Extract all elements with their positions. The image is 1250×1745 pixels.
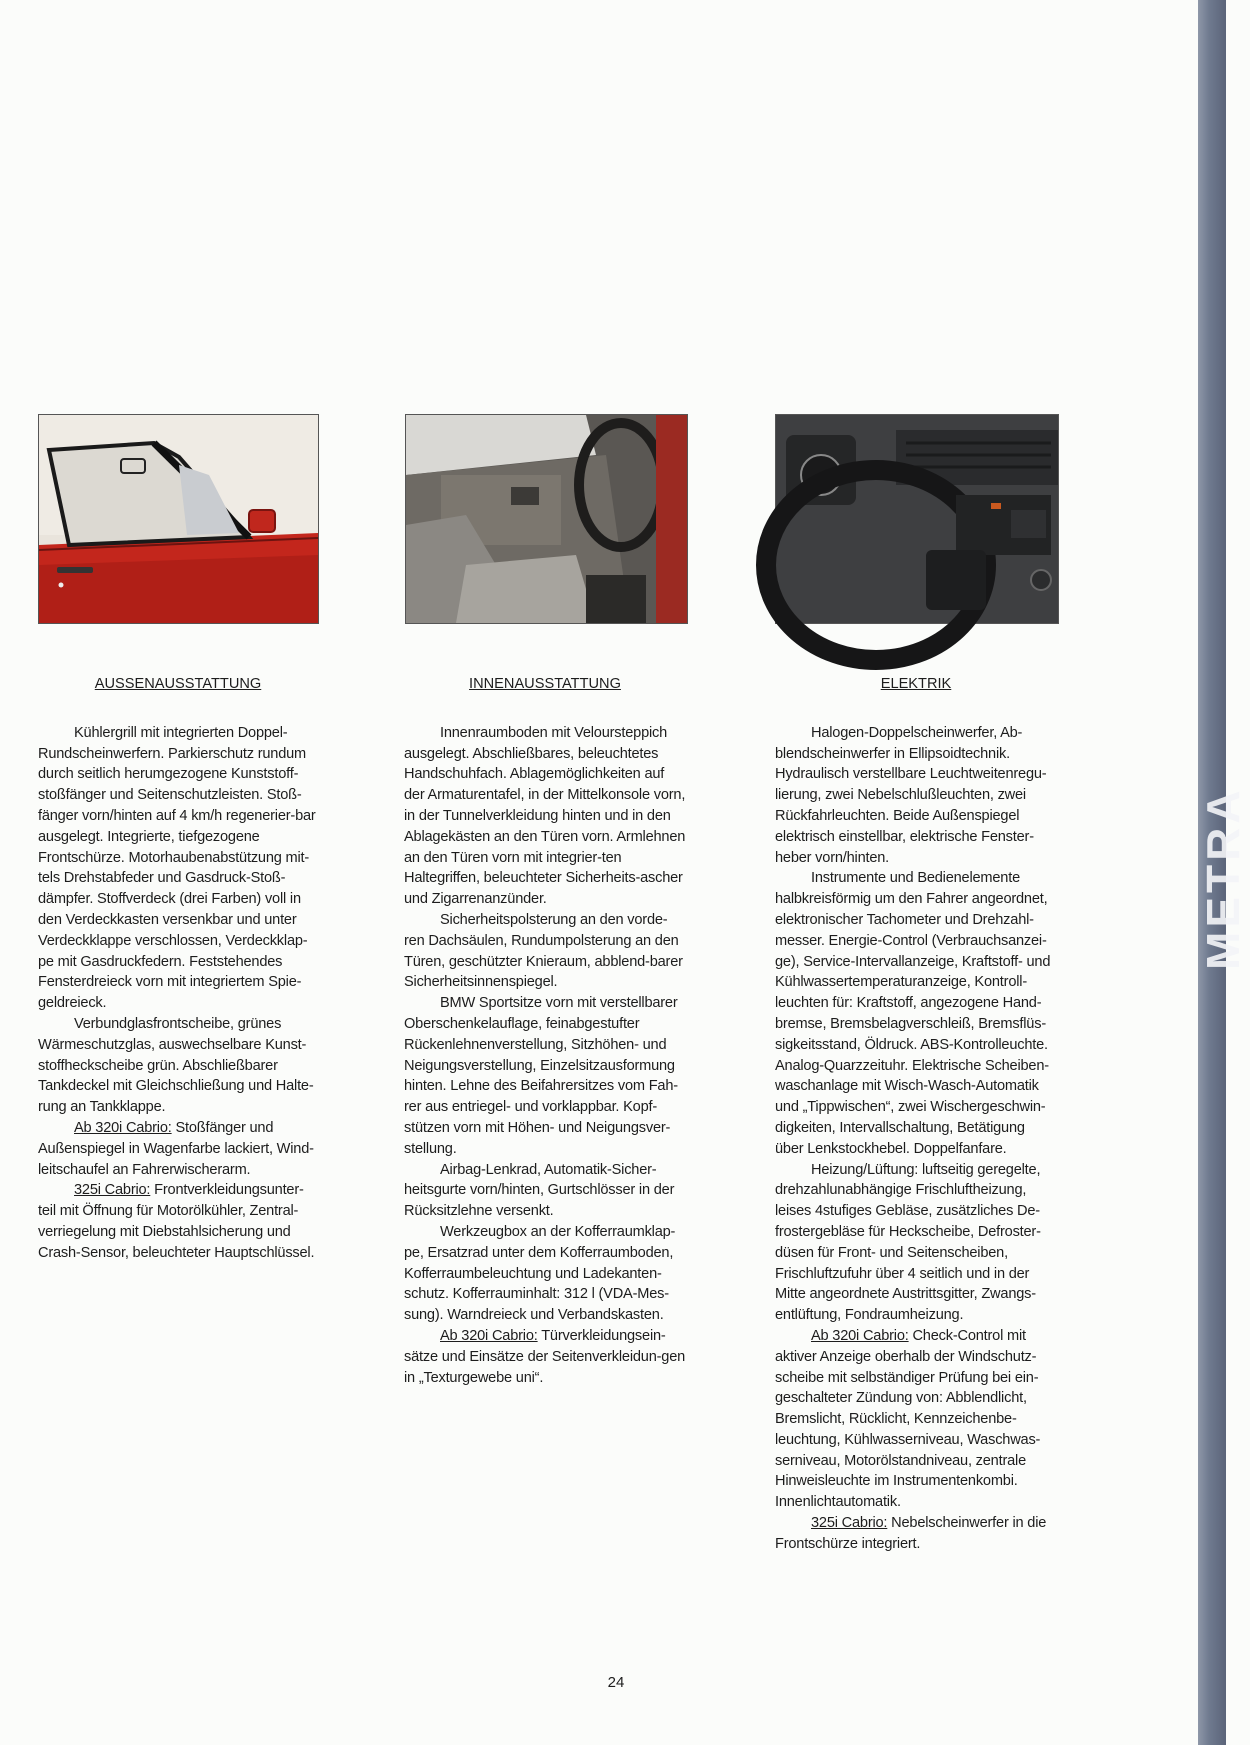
exterior-paragraph: [38, 1118, 318, 1180]
model-label: Ab 320i Cabrio:: [440, 1327, 538, 1344]
interior-column: [404, 674, 686, 1388]
electric-column: [775, 674, 1057, 1555]
interior-heading: INNENAUSSTATTUNG: [469, 676, 621, 692]
model-label: 325i Cabrio:: [811, 1515, 888, 1532]
interior-photo: [405, 414, 688, 624]
interior-paragraph: [404, 1326, 686, 1388]
exterior-column: [38, 674, 318, 1264]
interior-paragraph: Airbag-Lenkrad, Automatik-Sicher-heitsgurte vorn/hinten, Gurtschlösser in der Rücksitzlehne versenkt.: [404, 1161, 675, 1220]
interior-paragraph: BMW Sportsitze vorn mit verstellbarer Oberschenkelauflage, feinabgestufter Rückenlehnenverstellung, Sitzhöhen- und Neigungsverstellung, Einzelsitzausformung hinten. Lehne des Beifahrersitzes vom Fah-rer aus entriegel- und vorklappbar. Kopf-stützen vorn mit Höhen- und Neigungsver-stellung.: [404, 995, 678, 1157]
electric-paragraph: Halogen-Doppelscheinwerfer, Ab-blendscheinwerfer in Ellipsoidtechnik. Hydraulisch verstellbare Leuchtweitenregu-lierung, zwei Nebelschlußleuchten, zwei Rückfahrleuchten. Beide Außenspiegel elektrisch einstellbar, elektrische Fenster-heber vorn/hinten.: [775, 724, 1047, 866]
exterior-paragraph: [38, 1180, 318, 1263]
electric-heading: ELEKTRIK: [880, 676, 952, 692]
model-label: Ab 320i Cabrio:: [811, 1327, 909, 1344]
exterior-photo: [38, 414, 319, 624]
convertible-windshield-icon: [39, 415, 318, 623]
exterior-paragraph-text: Frontverkleidungsunter-teil mit Öffnung für Motorölkühler, Zentral-verriegelung mit Diebstahlsicherung und Crash-Sensor, beleuchteter Hauptschlüssel.: [38, 1182, 315, 1261]
side-tab-label: METRA: [1197, 786, 1249, 970]
exterior-paragraph: Verbundglasfrontscheibe, grünes Wärmeschutzglas, auswechselbare Kunst-stoffheckscheibe grün. Abschließbarer Tankdeckel mit Gleichschließung und Halte-rung an Tankklappe.: [38, 1015, 314, 1116]
car-interior-seats-icon: [406, 415, 687, 623]
interior-paragraph: Sicherheitspolsterung an den vorde-ren Dachsäulen, Rundumpolsterung an den Türen, geschützter Knieraum, abblend-barer Sicherheitsinnenspiegel.: [404, 911, 683, 991]
electric-paragraph: Heizung/Lüftung: luftseitig geregelte, drehzahlunabhängige Frischluftheizung, leises 4stufiges Gebläse, zusätzliches De-frostergebläse für Heckscheibe, Defroster-düsen für Front- und Seitenscheiben, Frischluftzufuhr über 4 seitlich und in der Mitte angeordnete Austrittsgitter, Zwangs-entlüftung, Fondraumheizung.: [775, 1161, 1041, 1324]
exterior-paragraph: Kühlergrill mit integrierten Doppel-Rundscheinwerfern. Parkierschutz rundum durch seitlich herumgezogene Kunststoff-stoßfänger und Seitenschutzleisten. Stoß-fänger vorn/hinten auf 4 km/h regenerier-bar ausgelegt. Integrierte, tiefgezogene Frontschürze. Motorhaubenabstützung mit-tels Drehstabfeder und Gasdruck-Stoß-dämpfer. Stoffverdeck (drei Farben) voll in den Verdeckkasten versenkbar und unter Verdeckklappe verschlossen, Verdeckklap-pe mit Gasdruckfedern. Feststehendes Fensterdreieck vorn mit integriertem Spie-geldreieck.: [38, 724, 316, 1012]
model-label: 325i Cabrio:: [74, 1182, 151, 1199]
dashboard-steering-wheel-icon: [776, 415, 1058, 623]
electric-paragraph-text: Check-Control mit aktiver Anzeige oberhalb der Windschutz-scheibe mit selbständiger Prüfung bei ein-geschalteter Zündung von: Abblendlicht, Bremslicht, Rücklicht, Kennzeichenbe-leuchtung, Kühlwasserniveau, Waschwas-serniveau, Motorölstandniveau, zentrale Hinweisleuchte im Instrumentenkombi. Innenlichtautomatik.: [775, 1327, 1041, 1511]
electric-paragraph: [775, 1326, 1057, 1513]
interior-paragraph: Werkzeugbox an der Kofferraumklap-pe, Ersatzrad unter dem Kofferraumboden, Kofferraumbeleuchtung und Ladekanten-schutz. Kofferrauminhalt: 312 l (VDA-Mes-sung). Warndreieck und Verbandskasten.: [404, 1223, 676, 1324]
exterior-paragraph-text: Stoßfänger und Außenspiegel in Wagenfarbe lackiert, Wind-leitschaufel an Fahrerwischerarm.: [38, 1119, 314, 1178]
model-label: Ab 320i Cabrio:: [74, 1119, 172, 1136]
electric-paragraph: [775, 1513, 1057, 1555]
side-tab: [1197, 0, 1249, 1745]
electric-photo: [775, 414, 1059, 624]
interior-paragraph-text: Türverkleidungsein-sätze und Einsätze der Seitenverkleidun-gen in „Texturgewebe uni“.: [404, 1327, 686, 1386]
electric-paragraph-text: Nebelscheinwerfer in die Frontschürze integriert.: [775, 1515, 1047, 1552]
interior-paragraph: Innenraumboden mit Veloursteppich ausgelegt. Abschließbares, beleuchtetes Handschuhfach. Ablagemöglichkeiten auf der Armaturentafel, in der Mittelkonsole vorn, in der Tunnelverkleidung hinten und in den Ablagekästen an den Türen vorn. Armlehnen an den Türen vorn mit integrier-ten Haltegriffen, beleuchteter Sicherheits-ascher und Zigarrenanzünder.: [404, 724, 686, 908]
electric-paragraph: Instrumente und Bedienelemente halbkreisförmig um den Fahrer angeordnet, elektronischer Tachometer und Drehzahl-messer. Energie-Control (Verbrauchsanzei-ge), Service-Intervallanzeige, Kraftstoff- und Kühlwassertemperaturanzeige, Kontroll-leuchten für: Kraftstoff, angezogene Hand-bremse, Bremsbelagverschleiß, Bremsflüs-sigkeitsstand, Öldruck. ABS-Kontrolleuchte. Analog-Quarzzeituhr. Elektrische Scheiben-waschanlage mit Wisch-Wasch-Automatik und „Tippwischen“, zwei Wischergeschwin-digkeiten, Intervallschaltung, Betätigung über Lenkstockhebel. Doppelfanfare.: [775, 870, 1051, 1157]
page-number: 24: [607, 1674, 625, 1691]
exterior-heading: AUSSENAUSSTATTUNG: [94, 676, 262, 692]
